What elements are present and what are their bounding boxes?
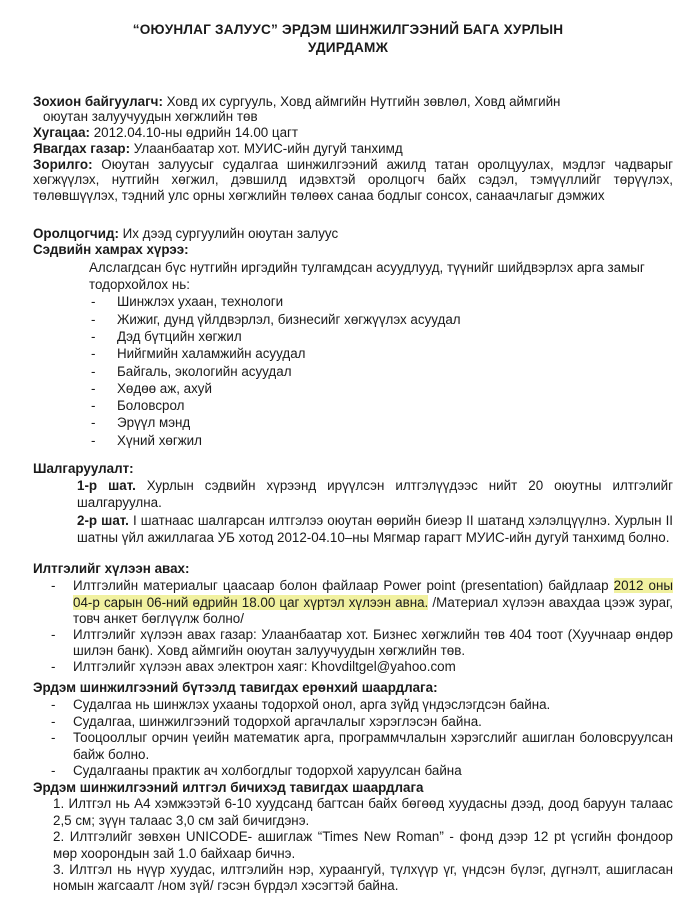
topics-intro: Алслагдсан бүс нутгийн иргэдийн тулгамдсан асуудлууд, түүнийг шийдвэрлэх арга замыг тодорхойлох нь: [89, 260, 645, 293]
general-requirements-label: Эрдэм шинжилгээний бүтээлд тавигдах ерөнхий шаардлага: [33, 680, 438, 695]
highlighted-deadline: 2012 оны 04-р сарын 06-ний өдрийн 18.00 цаг хүртэл хүлээн авна. [73, 578, 674, 610]
list-item: - Нийгмийн халамжийн асуудал [91, 346, 306, 362]
deadline-section [33, 125, 673, 140]
participants-label: Оролцогчид: [33, 226, 119, 241]
submission-label: Илтгэлийг хүлээн авах: [33, 561, 190, 576]
organizer-text-cont: оюутан залуучуудын хөгжлийн төв [43, 109, 258, 125]
list-item: - Хөдөө аж, ахуй [91, 380, 212, 396]
general-requirements-list [51, 697, 673, 779]
list-item: - Эрүүл мэнд [91, 415, 191, 431]
goal-text: Оюутан залуусыг судалгаа шинжилгээний ажилд татан оролцуулах, мэдлэг чадварыг хөгжүүлэх, нутгийн хөгжил, дэвшилд идэвхтэй оролцогч байх сэдэл, тэмүүллийг төрүүлэх, төлөвшүүлэх, тэдний улс орны хөгжлийн төлөөх санаа бодлыг сонсох, санаачлагыг дэмжих [33, 157, 673, 203]
venue-label: Явагдах газар: [33, 141, 131, 156]
document-title-line1: “ОЮУНЛАГ ЗАЛУУС” ЭРДЭМ ШИНЖИЛГЭЭНИЙ БАГА ХУРЛЫН [132, 22, 564, 37]
list-item: - Дэд бүтцийн хөгжил [91, 329, 242, 344]
email-link[interactable]: Khovdiltgel@yahoo.com [311, 659, 456, 675]
submission-section [33, 561, 673, 676]
deadline-label: Хугацаа: [33, 125, 90, 140]
writing-requirements-label: Эрдэм шинжилгээний илтгэл бичихэд тавигдах шаардлага [33, 780, 424, 795]
list-item: 3. Илтгэл нь нүүр хуудас, илтгэлийн нэр, хураангуй, түлхүүр үг, үндсэн бүлэг, дүгнэлт, ашигласан номын жагсаалт /ном зүй/ гэсэн бүрдэл хэсэгтэй байна. [53, 862, 673, 894]
list-item: - Илтгэлийн материалыг цаасаар болон файлаар Power point (presentation) байдлаар 2012 оны 04-р сарын 06-ний өдрийн 18.00 цаг хүртэл хүлээн авна. /Материал хүлээн авахдаа цээж зураг, товч анкет бөглүүлж болно/ [51, 578, 674, 626]
list-item: - Илтгэлийг хүлээн авах газар: Улаанбаатар хот. Бизнес хөгжлийн төв 404 тоот (Хуучнаар өндөр шилэн банк). Ховд аймгийн оюутан залуучуудын хөгжлийн төв. [51, 627, 673, 659]
list-item: - Байгаль, экологийн асуудал [91, 363, 292, 379]
list-item: - Шинжлэх ухаан, технологи [91, 294, 284, 310]
participants-text: Их дээд сургуулийн оюутан залуус [118, 226, 339, 241]
list-item: - Хүний хөгжил [91, 432, 202, 448]
organizer-label: Зохион байгуулагч: [33, 94, 163, 109]
writing-requirements-section [33, 780, 673, 895]
list-item: - Тооцооллыг орчин үеийн математик арга, программчлалын хэрэгслийг ашиглан боловсруулсан байж болно. [51, 730, 673, 762]
deadline-text: 2012.04.10-ны өдрийн 14.00 цагт [89, 125, 299, 140]
venue-section [33, 141, 673, 156]
list-item: - Судалгааны практик ач холбогдлыг тодорхой харуулсан байна [51, 763, 462, 779]
participants-section [33, 226, 673, 241]
list-item: - Судалгаа, шинжилгээний тодорхой аргачлалыг хэрэглэсэн байна. [51, 713, 482, 729]
document-title-line2: УДИРДАМЖ [307, 40, 389, 55]
list-item: - Жижиг, дунд үйлдвэрлэл, бизнесийг хөгжүүлэх асуудал [91, 311, 461, 327]
list-item: - Боловсрол [91, 398, 185, 414]
list-item: - Илтгэлийг хүлээн авах электрон хаяг: Khovdiltgel@yahoo.com [51, 659, 456, 675]
organizer-section [33, 94, 673, 125]
topics-list [89, 293, 673, 449]
list-item: 2. Илтгэлийг зөвхөн UNICODE- ашиглаж “Times New Roman” - фонд дээр 12 pt үсгийн фондоор мөр хоорондын зай 1.0 байхаар бичнэ. [53, 829, 673, 861]
venue-text: Улаанбаатар хот. МУИС-ийн дугуй танхимд [130, 141, 403, 156]
selection-label: Шалгаруулалт: [33, 461, 134, 476]
goal-section [33, 157, 673, 203]
list-item: 1. Илтгэл нь А4 хэмжээтэй 6-10 хуудсанд багтсан байх бөгөөд хуудасны дээд, доод баруун талаас 2,5 см; зүүн талаас 3,0 см зай бичигдэнэ. [53, 796, 673, 828]
general-requirements-section [33, 680, 673, 779]
topics-section [33, 242, 673, 449]
topics-label: Сэдвийн хамрах хүрээ: [33, 242, 189, 257]
organizer-text: Ховд их сургууль, Ховд аймгийн Нутгийн зөвлөл, Ховд аймгийн [162, 94, 561, 109]
selection-section [33, 461, 673, 546]
selection-stage2: 2-р шат. I шатнаас шалгарсан илтгэлээ оюутан өөрийн биеэр II шатанд хэлэлцүүлнэ. Хурлын II шатны үйл ажиллагаа УБ хотод 2012-04.10–ны Мягмар гарагт МУИС-ийн дугуй танхимд болно. [77, 513, 674, 545]
goal-label: Зорилго: [33, 157, 93, 172]
list-item: - Судалгаа нь шинжлэх ухааны тодорхой онол, арга зүйд үндэслэгдсэн байна. [51, 697, 551, 713]
writing-requirements-list [53, 796, 673, 894]
selection-stage1: 1-р шат. Хурлын сэдвийн хүрээнд ирүүлсэн илтгэлүүдээс нийт 20 оюутны илтгэлийг шалгаруулна. [77, 478, 673, 510]
submission-list [51, 578, 673, 675]
